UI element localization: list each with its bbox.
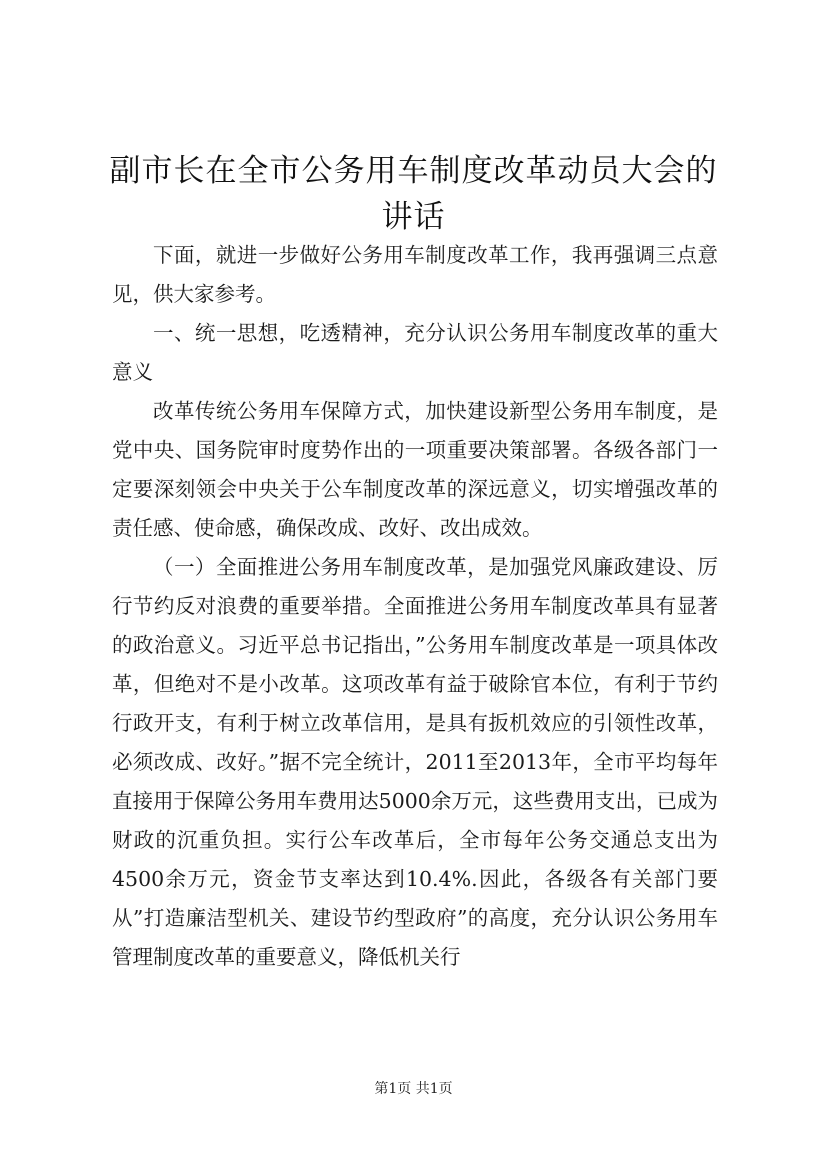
page-footer: 第1页 共1页: [374, 1081, 453, 1097]
section-heading-1: 一、统一思想，吃透精神，充分认识公务用车制度改革的重大意义: [112, 321, 718, 384]
paragraph-intro: 下面，就进一步做好公务用车制度改革工作，我再强调三点意见，供大家参考。: [112, 243, 718, 306]
paragraph-reform-significance: 改革传统公务用车保障方式，加快建设新型公务用车制度，是党中央、国务院审时度势作出的一项重要决策部署。各级各部门一定要深刻领会中央关于公车制度改革的深远意义，切实增强改革的责任感、使命感，确保改成、改好、改出成效。: [112, 399, 718, 540]
document-body: [112, 236, 718, 977]
document-title: 副市长在全市公务用车制度改革动员大会的讲话: [109, 153, 718, 235]
paragraph-subsection-1: （一）全面推进公务用车制度改革，是加强党风廉政建设、厉行节约反对浪费的重要举措。全面推进公务用车制度改革具有显著的政治意义。习近平总书记指出，”公务用车制度改革是一项具体改革，但绝对不是小改革。这项改革有益于破除官本位，有利于节约行政开支，有利于树立改革信用，是具有扳机效应的引领性改革，必须改成、改好。”据不完全统计，2011至2013年，全市平均每年直接用于保障公务用车费用达5000余万元，这些费用支出，已成为财政的沉重负担。实行公车改革后，全市每年公务交通总支出为4500余万元，资金节支率达到10.4%.因此，各级各有关部门要从”打造廉洁型机关、建设节约型政府”的高度，充分认识公务用车管理制度改革的重要意义，降低机关行: [112, 555, 718, 969]
